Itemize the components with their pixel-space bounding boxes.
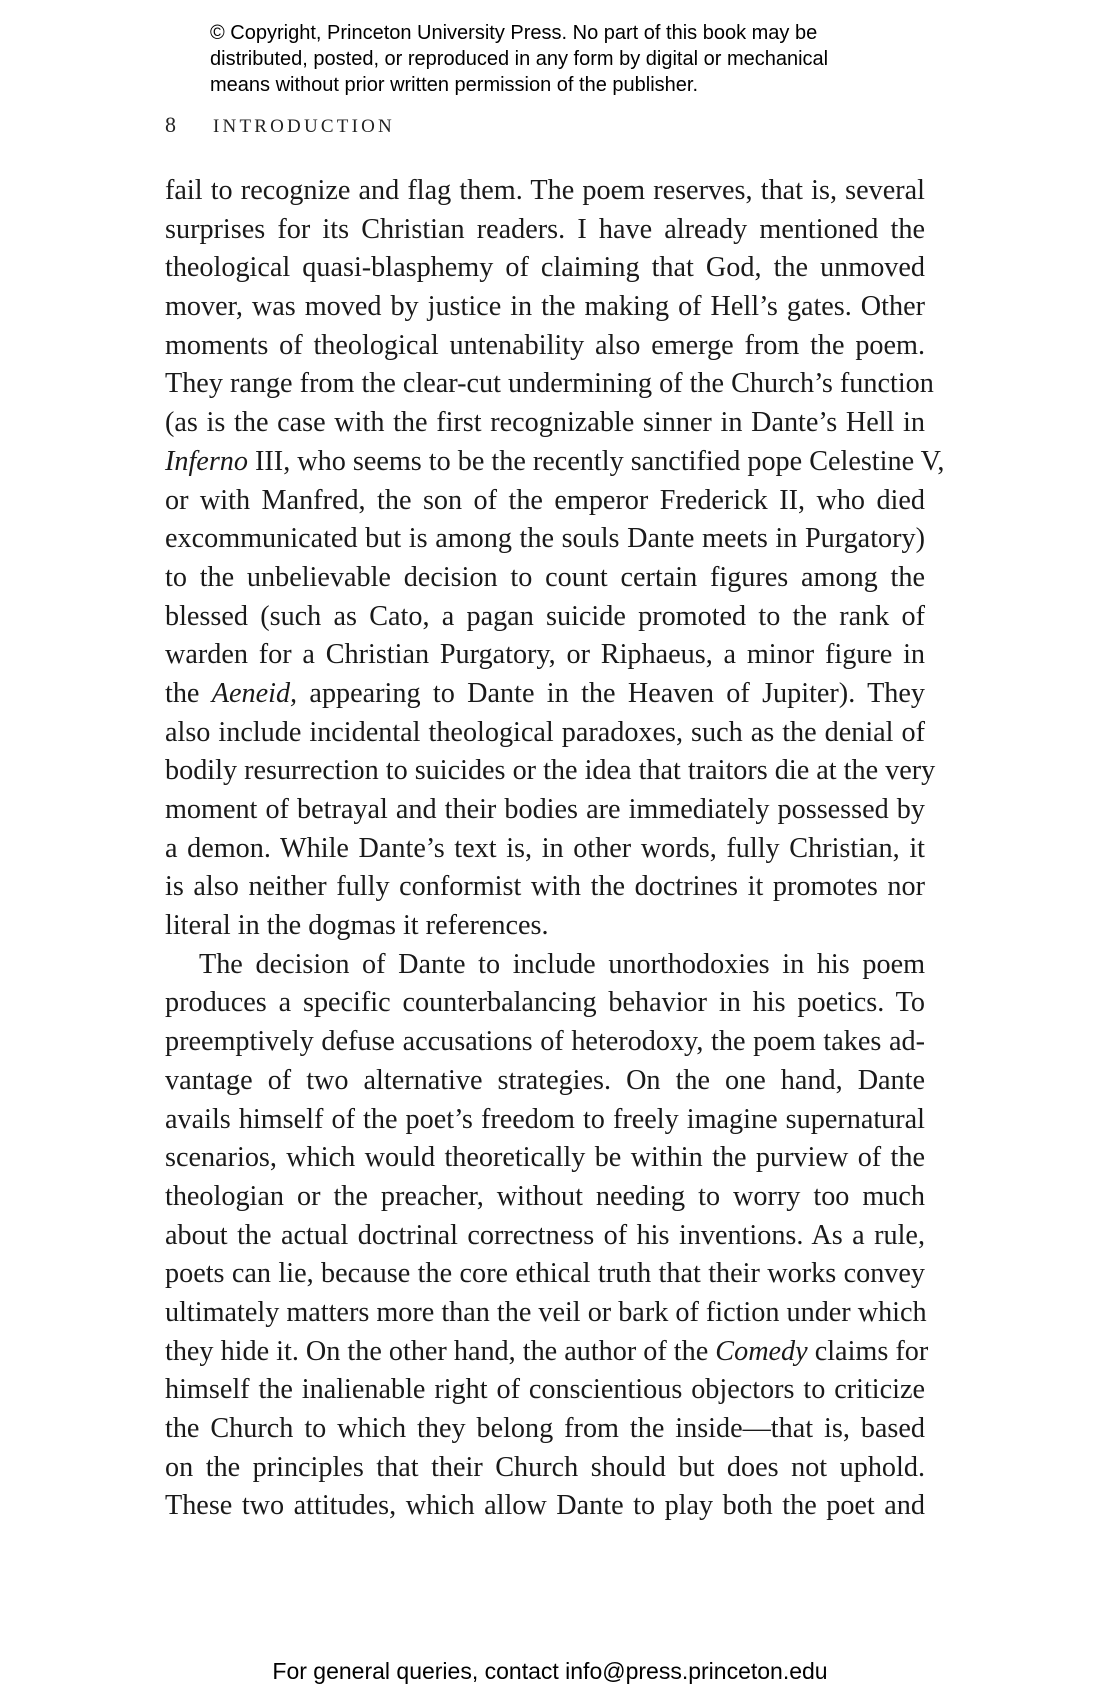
text-line: is also neither fully conformist with the doctrines it promotes nor xyxy=(165,871,925,903)
text-line: himself the inalienable right of conscientious objectors to criticize xyxy=(165,1374,925,1406)
text-line: moment of betrayal and their bodies are immediately possessed by xyxy=(165,794,925,825)
italic-title: Inferno xyxy=(165,445,248,477)
text-line: theologian or the preacher, without needing to worry too much xyxy=(165,1180,925,1212)
text-line: fail to recognize and flag them. The poem reserves, that is, several xyxy=(165,175,925,206)
text-segment: III, who seems to be the recently sanctified pope Celestine V, xyxy=(247,445,945,477)
text-line: excommunicated but is among the souls Dante meets in Purgatory) xyxy=(165,523,925,555)
footer-contact: For general queries, contact info@press.princeton.edu xyxy=(272,1658,828,1684)
text-line: ultimately matters more than the veil or bark of fiction under which xyxy=(165,1296,927,1328)
copyright-line: © Copyright, Princeton University Press. No part of this book may be xyxy=(210,22,818,44)
text-line: poets can lie, because the core ethical truth that their works convey xyxy=(165,1258,925,1290)
text-line: They range from the clear-cut undermining of the Church’s function xyxy=(165,368,934,400)
copyright-line: distributed, posted, or reproduced in any form by digital or mechanical xyxy=(210,48,829,70)
text-line xyxy=(165,443,945,482)
page-number: 8 xyxy=(165,112,176,137)
text-line: blessed (such as Cato, a pagan suicide promoted to the rank of xyxy=(165,600,925,632)
text-line: moments of theological untenability also emerge from the poem. xyxy=(165,329,925,361)
text-line: produces a specific counterbalancing behavior in his poetics. To xyxy=(165,987,925,1019)
text-line: on the principles that their Church should but does not uphold. xyxy=(165,1451,925,1483)
text-line: preemptively defuse accusations of heterodoxy, the poem takes ad- xyxy=(165,1026,925,1058)
copyright-line: means without prior written permission of the publisher. xyxy=(210,74,699,96)
text-line: These two attitudes, which allow Dante to play both the poet and xyxy=(165,1490,925,1522)
text-line: (as is the case with the first recognizable sinner in Dante’s Hell in xyxy=(165,407,925,439)
text-segment: claims for xyxy=(807,1335,929,1367)
text-line: or with Manfred, the son of the emperor Frederick II, who died xyxy=(165,484,925,516)
text-line: avails himself of the poet’s freedom to freely imagine supernatural xyxy=(165,1103,925,1135)
text-line: The decision of Dante to include unorthodoxies in his poem xyxy=(199,948,925,980)
italic-title: Comedy xyxy=(715,1335,808,1367)
text-line: theological quasi-blasphemy of claiming that God, the unmoved xyxy=(165,252,925,284)
text-line xyxy=(165,1333,929,1372)
text-line: mover, was moved by justice in the making of Hell’s gates. Other xyxy=(165,291,925,323)
text-line: scenarios, which would theoretically be within the purview of the xyxy=(165,1142,925,1174)
text-segment: appearing to Dante in the Heaven of Jupiter). They xyxy=(297,677,925,709)
copyright-notice xyxy=(210,20,970,98)
running-head xyxy=(165,112,395,138)
text-segment: they hide it. On the other hand, the author of the xyxy=(165,1335,716,1367)
body-text xyxy=(165,172,945,1526)
text-line: vantage of two alternative strategies. On the one hand, Dante xyxy=(165,1064,925,1096)
text-line: surprises for its Christian readers. I have already mentioned the xyxy=(165,213,925,245)
text-line: also include incidental theological paradoxes, such as the denial of xyxy=(165,716,925,748)
text-line: about the actual doctrinal correctness of his inventions. As a rule, xyxy=(165,1219,925,1251)
italic-title: Aeneid, xyxy=(211,677,298,709)
text-line: a demon. While Dante’s text is, in other words, fully Christian, it xyxy=(165,832,925,864)
text-line: bodily resurrection to suicides or the idea that traitors die at the very xyxy=(165,755,936,787)
text-line: literal in the dogmas it references. xyxy=(165,910,549,942)
text-line: the Church to which they belong from the inside—that is, based xyxy=(165,1413,925,1444)
text-line: to the unbelievable decision to count certain figures among the xyxy=(165,561,925,593)
text-line: warden for a Christian Purgatory, or Riphaeus, a minor figure in xyxy=(165,639,925,671)
text-segment: the xyxy=(165,677,212,709)
running-head-title: INTRODUCTION xyxy=(213,116,395,137)
text-line xyxy=(165,675,925,714)
